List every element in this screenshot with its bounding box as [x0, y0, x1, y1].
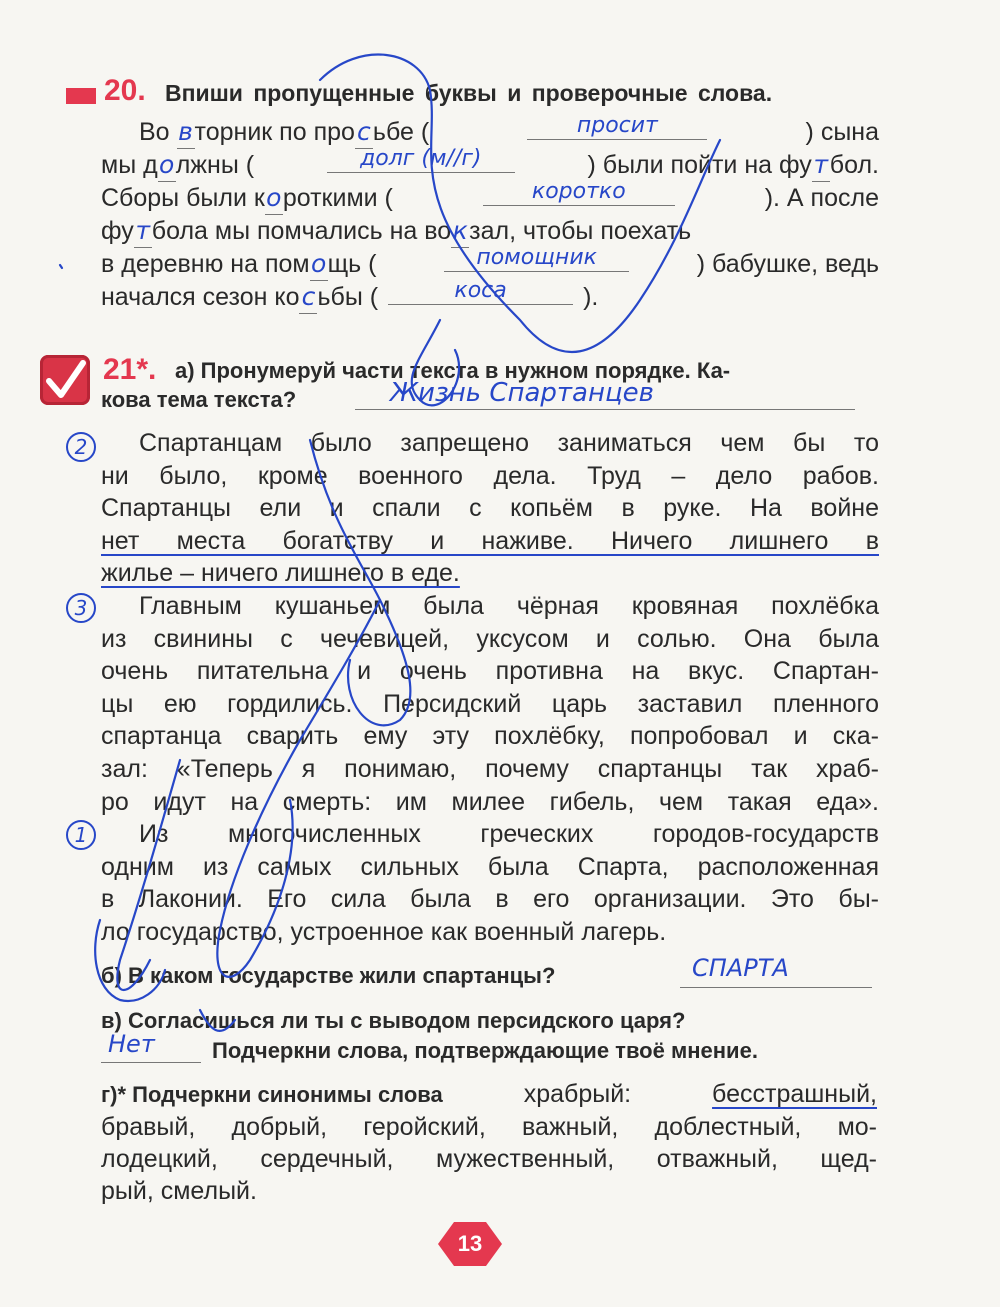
task-20-title: Впиши пропущенные буквы и проверочные слова. — [165, 80, 773, 106]
page-number: 13 — [457, 1231, 483, 1256]
text-part-3: Главным кушаньем была чёрная кровяная похлёбка из свинины с чечевицей, уксусом и солью. Она была очень питательна и очень противна на вкус. Спартан- цы ею гордились. Персидский царь заставил пленного спартанца сварить ему эту похлёбку, попробовал и ска- зал: «Теперь я понимаю, почему спартанцы так храб- ро идут на смерть: им милее гибель, чем такая еда». — [101, 592, 879, 816]
task-21-instruction: а) Пронумеруй части текста в нужном порядке. Ка- — [175, 358, 731, 383]
filled-letter[interactable]: т — [134, 214, 152, 248]
task-20-line-3: Сборы были короткими ( коротко ). А после — [101, 181, 879, 214]
order-number-circle: 3 — [66, 593, 96, 623]
task-20-line-4: футбола мы помчались на вокзал, чтобы поехать — [101, 214, 879, 247]
checkmark-icon — [40, 355, 90, 405]
task-20-line-2: мы должны ( долг (м//г) ) были пойти на футбол. — [101, 148, 879, 181]
filled-letter[interactable]: о — [158, 148, 176, 182]
task-20-line-1: Во вторник по просьбе ( просит ) сына — [101, 115, 879, 148]
filled-letter[interactable]: о — [310, 247, 328, 281]
filled-letter[interactable]: т — [812, 148, 830, 182]
check-word-blank[interactable]: коса — [388, 280, 573, 305]
filled-letter[interactable]: в — [177, 115, 195, 149]
question-g: г)* Подчеркни синонимы слова храбрый: бесстрашный, бравый, добрый, геройский, важный, доблестный, мо- лодецкий, сердечный, мужественный, отважный, щед- рый, смелый. — [101, 1080, 877, 1205]
question-b: б) В каком государстве жили спартанцы? — [101, 963, 556, 988]
underlined-line: Спартанцы ели и спали с копьём в руке. На войне — [101, 494, 879, 523]
task-20-number: 20. — [104, 74, 146, 107]
task-20-line-6: начался сезон косьбы ( коса ). — [101, 280, 879, 313]
synonyms-line: лодецкий, сердечный, мужественный, отважный, щед- — [101, 1145, 877, 1173]
filled-letter[interactable]: с — [299, 280, 317, 314]
filled-letter[interactable]: о — [265, 181, 283, 215]
check-word-blank[interactable]: помощник — [444, 247, 629, 272]
check-word-blank[interactable]: долг (м//г) — [327, 148, 515, 173]
topic-answer: Жизнь Спартанцев — [390, 378, 654, 408]
text-part-2: Спартанцам было запрещено заниматься чем бы то ни было, кроме военного дела. Труд – дело рабов. Спартанцы ели и спали с копьём в руке. На войне нет места богатству и наживе. Ничего лишнего в жилье – ничего лишнего в еде. — [101, 429, 879, 588]
task-marker — [66, 88, 96, 104]
synonym-underlined: бесстрашный, — [712, 1080, 877, 1108]
page-number-badge — [438, 1222, 502, 1266]
filled-letter[interactable]: к — [451, 214, 469, 248]
text-part-1: Из многочисленных греческих городов-государств одним из самых сильных была Спарта, расположенная в Лаконии. Его сила была в его организации. Это бы- ло государство, устроенное как военный лагерь. — [101, 820, 879, 946]
synonyms-line: бравый, добрый, геройский, важный, доблестный, мо- — [101, 1113, 877, 1141]
filled-letter[interactable]: с — [355, 115, 373, 149]
task-21-question: кова тема текста? — [101, 387, 297, 412]
answer-b: СПАРТА — [692, 954, 789, 982]
order-number-circle: 1 — [66, 820, 96, 850]
synonyms-line: рый, смелый. — [101, 1177, 257, 1205]
check-word-blank[interactable]: коротко — [483, 181, 675, 206]
answer-v: Нет — [108, 1030, 155, 1058]
task-21-number: 21*. — [103, 353, 157, 386]
check-word-blank[interactable]: просит — [527, 115, 707, 140]
task-20-line-5: в деревню на помощь ( помощник ) бабушке, ведь — [101, 247, 879, 280]
question-v-line-1: в) Согласишься ли ты с выводом персидского царя? — [101, 1008, 686, 1033]
order-number-circle: 2 — [66, 432, 96, 462]
question-v-line-2: Подчеркни слова, подтверждающие твоё мнение. — [212, 1038, 758, 1063]
